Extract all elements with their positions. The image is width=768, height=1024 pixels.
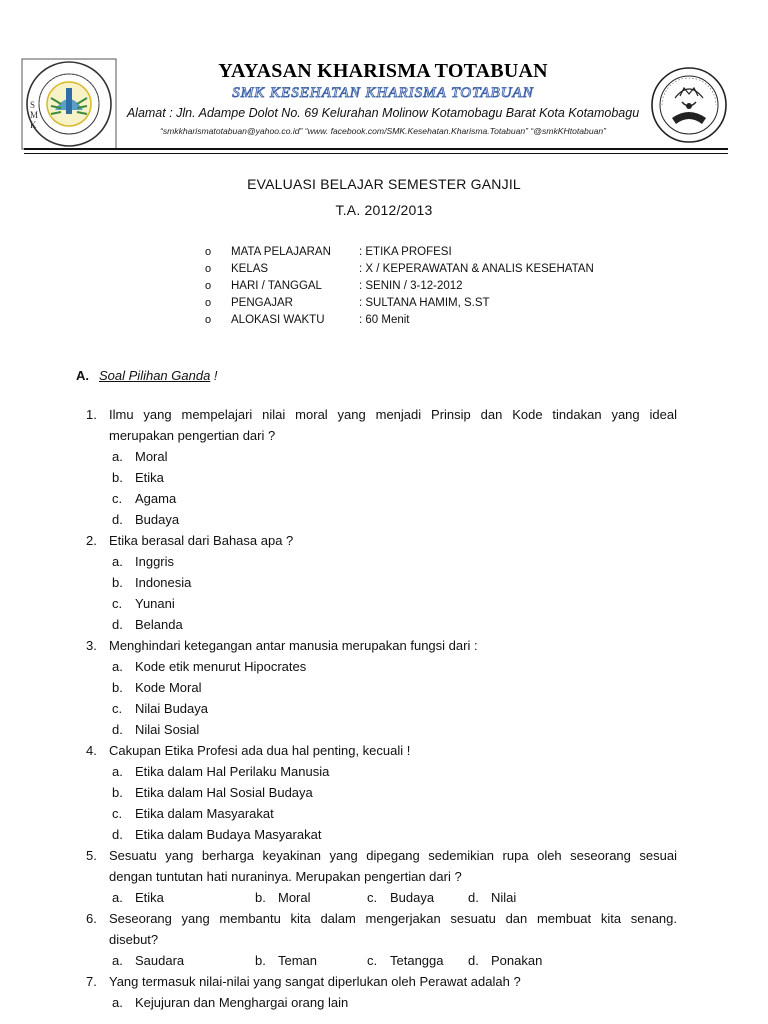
answer-option bbox=[0, 488, 768, 509]
question-text: Seseorang yang membantu kita dalam mengerjakan sesuatu dan membuat kita senang. bbox=[109, 911, 677, 926]
question-number: 4. bbox=[86, 743, 97, 758]
option-text: Nilai bbox=[491, 890, 517, 905]
option-letter: b. bbox=[112, 575, 123, 590]
option-text: Moral bbox=[278, 890, 311, 905]
option-letter: c. bbox=[112, 491, 123, 506]
option-text: Nilai Sosial bbox=[135, 722, 200, 737]
question-line bbox=[0, 866, 768, 887]
info-value: : 60 Menit bbox=[359, 314, 410, 326]
option-text: Agama bbox=[135, 491, 177, 506]
section-title: Soal Pilihan Ganda bbox=[99, 368, 211, 383]
info-key: PENGAJAR bbox=[231, 297, 293, 309]
question-item bbox=[0, 740, 768, 845]
answer-option bbox=[0, 656, 768, 677]
info-row bbox=[205, 246, 685, 263]
option-letter: a. bbox=[112, 449, 123, 464]
inline-answer-options bbox=[0, 950, 768, 971]
option-text: Saudara bbox=[135, 953, 185, 968]
question-line bbox=[0, 635, 768, 656]
question-item bbox=[0, 908, 768, 971]
option-letter: a. bbox=[112, 995, 123, 1010]
question-number: 2. bbox=[86, 533, 97, 548]
info-value: : SENIN / 3-12-2012 bbox=[359, 280, 463, 292]
option-letter: d. bbox=[112, 827, 123, 842]
answer-option bbox=[0, 509, 768, 530]
option-text: Budaya bbox=[390, 890, 435, 905]
option-letter: a. bbox=[112, 953, 123, 968]
option-text: Kode etik menurut Hipocrates bbox=[135, 659, 307, 674]
section-heading bbox=[76, 368, 218, 383]
answer-option bbox=[0, 614, 768, 635]
answer-option bbox=[0, 803, 768, 824]
info-key: MATA PELAJARAN bbox=[231, 246, 331, 258]
answer-option bbox=[0, 446, 768, 467]
question-item bbox=[0, 971, 768, 1013]
option-text: Etika dalam Hal Perilaku Manusia bbox=[135, 764, 330, 779]
option-text: Yunani bbox=[135, 596, 175, 611]
question-line bbox=[0, 908, 768, 929]
info-row bbox=[205, 280, 685, 297]
option-letter: b. bbox=[112, 470, 123, 485]
option-text: Etika dalam Hal Sosial Budaya bbox=[135, 785, 313, 800]
question-text: dengan tuntutan hati nuraninya. Merupakan pengertian dari ? bbox=[109, 869, 462, 884]
question-number: 7. bbox=[86, 974, 97, 989]
option-letter: d. bbox=[112, 512, 123, 527]
option-letter: c. bbox=[367, 890, 378, 905]
info-key: HARI / TANGGAL bbox=[231, 280, 322, 292]
question-text: Etika berasal dari Bahasa apa ? bbox=[109, 533, 294, 548]
info-value: : X / KEPERAWATAN & ANALIS KESEHATAN bbox=[359, 263, 594, 275]
letterhead-rule-thick bbox=[24, 148, 728, 150]
school-emblem-icon bbox=[21, 58, 117, 150]
question-line bbox=[0, 971, 768, 992]
answer-option bbox=[0, 467, 768, 488]
option-text: Etika dalam Budaya Masyarakat bbox=[135, 827, 322, 842]
inline-answer-options bbox=[0, 887, 768, 908]
option-letter: d. bbox=[112, 617, 123, 632]
question-item bbox=[0, 530, 768, 635]
bullet: o bbox=[205, 297, 212, 309]
info-row bbox=[205, 263, 685, 280]
option-text: Moral bbox=[135, 449, 168, 464]
answer-option bbox=[0, 782, 768, 803]
section-suffix: ! bbox=[210, 368, 218, 383]
bullet: o bbox=[205, 280, 212, 292]
option-letter: a. bbox=[112, 764, 123, 779]
organization-name: YAYASAN KHARISMA TOTABUAN bbox=[218, 60, 548, 82]
option-letter: a. bbox=[112, 659, 123, 674]
question-line bbox=[0, 845, 768, 866]
option-letter: b. bbox=[255, 890, 266, 905]
info-row bbox=[205, 314, 685, 331]
exam-title: EVALUASI BELAJAR SEMESTER GANJIL bbox=[247, 176, 521, 192]
option-letter: d. bbox=[468, 953, 479, 968]
answer-option bbox=[0, 572, 768, 593]
question-text: Yang termasuk nilai-nilai yang sangat diperlukan oleh Perawat adalah ? bbox=[109, 974, 521, 989]
option-text: Inggris bbox=[135, 554, 175, 569]
question-text: disebut? bbox=[109, 932, 159, 947]
option-letter: d. bbox=[468, 890, 479, 905]
question-item bbox=[0, 404, 768, 530]
bullet: o bbox=[205, 246, 212, 258]
question-line bbox=[0, 530, 768, 551]
answer-option bbox=[0, 551, 768, 572]
question-text: merupakan pengertian dari ? bbox=[109, 428, 276, 443]
option-text: Belanda bbox=[135, 617, 183, 632]
question-line bbox=[0, 740, 768, 761]
option-text: Tetangga bbox=[390, 953, 444, 968]
info-key: ALOKASI WAKTU bbox=[231, 314, 325, 326]
option-letter: c. bbox=[367, 953, 378, 968]
section-letter: A. bbox=[76, 368, 89, 383]
question-line bbox=[0, 425, 768, 446]
school-contact: “smkkharismatotabuan@yahoo.co.id” “www. facebook.com/SMK.Kesehatan.Kharisma.Totabuan” “@smkKHtotabuan” bbox=[159, 126, 607, 136]
question-line bbox=[0, 404, 768, 425]
option-text: Indonesia bbox=[135, 575, 192, 590]
info-value: : ETIKA PROFESI bbox=[359, 246, 452, 258]
option-letter: b. bbox=[112, 785, 123, 800]
exam-info bbox=[205, 246, 685, 331]
letterhead-rule-thin bbox=[24, 153, 728, 154]
option-letter: b. bbox=[255, 953, 266, 968]
option-letter: c. bbox=[112, 596, 123, 611]
question-number: 6. bbox=[86, 911, 97, 926]
answer-option bbox=[0, 824, 768, 845]
question-text: Sesuatu yang berharga keyakinan yang dipegang sedemikian rupa oleh seseorang sesuai bbox=[109, 848, 677, 863]
school-name: SMK KESEHATAN KHARISMA TOTABUAN bbox=[232, 85, 534, 101]
letterhead bbox=[0, 0, 768, 160]
question-text: Menghindari ketegangan antar manusia merupakan fungsi dari : bbox=[109, 638, 478, 653]
option-text: Kode Moral bbox=[135, 680, 202, 695]
option-text: Nilai Budaya bbox=[135, 701, 208, 716]
svg-text:M: M bbox=[30, 110, 39, 120]
answer-option bbox=[0, 698, 768, 719]
question-number: 3. bbox=[86, 638, 97, 653]
option-letter: c. bbox=[112, 701, 123, 716]
bullet: o bbox=[205, 314, 212, 326]
answer-option bbox=[0, 677, 768, 698]
option-text: Etika bbox=[135, 470, 164, 485]
question-text: Cakupan Etika Profesi ada dua hal penting, kecuali ! bbox=[109, 743, 411, 758]
option-letter: a. bbox=[112, 554, 123, 569]
option-text: Etika dalam Masyarakat bbox=[135, 806, 274, 821]
question-list bbox=[0, 404, 768, 1013]
tut-wuri-handayani-icon bbox=[650, 66, 728, 144]
question-item bbox=[0, 845, 768, 908]
option-text: Etika bbox=[135, 890, 164, 905]
option-text: Ponakan bbox=[491, 953, 543, 968]
academic-year: T.A. 2012/2013 bbox=[335, 202, 433, 218]
svg-text:S: S bbox=[30, 100, 36, 110]
answer-option bbox=[0, 761, 768, 782]
question-line bbox=[0, 929, 768, 950]
option-letter: b. bbox=[112, 680, 123, 695]
option-letter: a. bbox=[112, 890, 123, 905]
option-letter: c. bbox=[112, 806, 123, 821]
answer-option bbox=[0, 593, 768, 614]
option-letter: d. bbox=[112, 722, 123, 737]
option-text: Budaya bbox=[135, 512, 180, 527]
question-number: 1. bbox=[86, 407, 97, 422]
question-text: Ilmu yang mempelajari nilai moral yang menjadi Prinsip dan Kode tindakan yang ideal bbox=[109, 407, 677, 422]
answer-option bbox=[0, 719, 768, 740]
question-item bbox=[0, 635, 768, 740]
question-number: 5. bbox=[86, 848, 97, 863]
info-row bbox=[205, 297, 685, 314]
school-address: Alamat : Jln. Adampe Dolot No. 69 Kelurahan Molinow Kotamobagu Barat Kota Kotamobagu bbox=[126, 106, 640, 120]
info-value: : SULTANA HAMIM, S.ST bbox=[359, 297, 490, 309]
answer-option bbox=[0, 992, 768, 1013]
info-key: KELAS bbox=[231, 263, 269, 275]
option-text: Kejujuran dan Menghargai orang lain bbox=[135, 995, 349, 1010]
svg-text:K: K bbox=[30, 120, 37, 130]
bullet: o bbox=[205, 263, 212, 275]
option-text: Teman bbox=[278, 953, 318, 968]
